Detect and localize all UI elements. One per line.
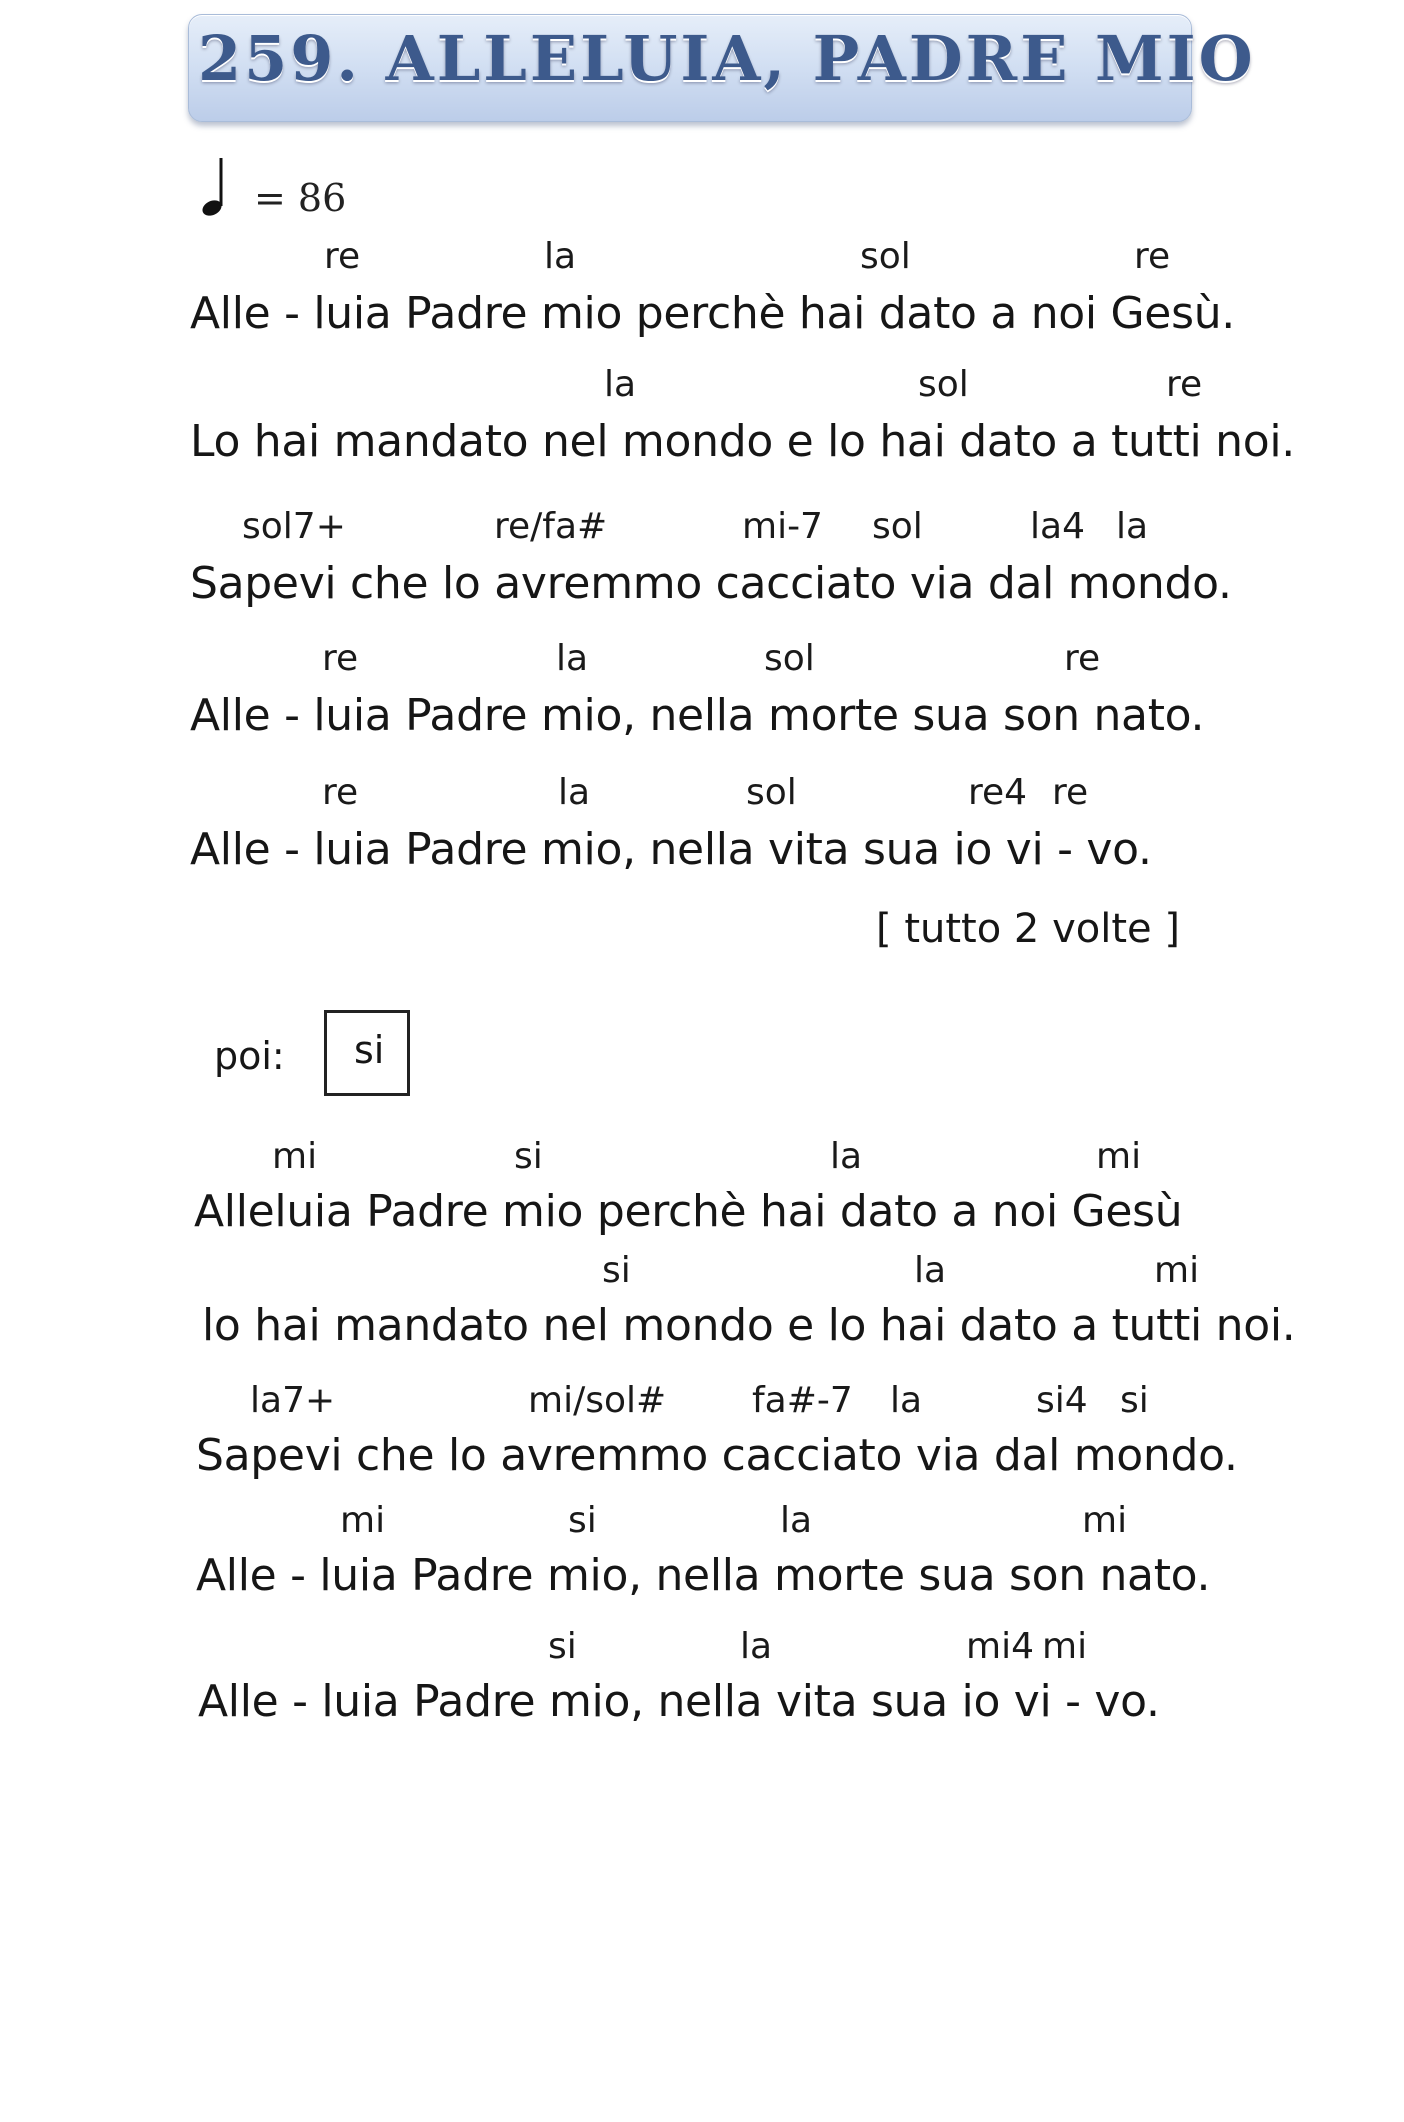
chord: re [1166, 364, 1203, 405]
lyric-line: Sapevi che lo avremmo cacciato via dal mondo. [190, 558, 1232, 609]
chord: sol [764, 638, 815, 679]
lyric-line: Alle - luia Padre mio, nella vita sua io vi - vo. [190, 824, 1152, 875]
chord: mi-7 [742, 506, 823, 547]
chord: re [1052, 772, 1089, 813]
chord: mi [1154, 1250, 1200, 1291]
chord: la [890, 1380, 923, 1421]
quarter-note-icon [196, 156, 236, 220]
chord: mi [1042, 1626, 1088, 1667]
key-label: si [354, 1028, 385, 1072]
chord: mi [340, 1500, 386, 1541]
chord: si [514, 1136, 543, 1177]
chord: la [830, 1136, 863, 1177]
chord: la [914, 1250, 947, 1291]
chord: re [1064, 638, 1101, 679]
chord: mi4 [966, 1626, 1034, 1667]
chord: re/fa# [494, 506, 608, 547]
chord: si [602, 1250, 631, 1291]
chord: re [1134, 236, 1171, 277]
chord: re [324, 236, 361, 277]
chord: re [322, 772, 359, 813]
poi-label: poi: [214, 1034, 285, 1078]
chord: la [604, 364, 637, 405]
chord: sol [872, 506, 923, 547]
chord: la [1116, 506, 1149, 547]
chord: re4 [968, 772, 1028, 813]
chord: si [548, 1626, 577, 1667]
chord: sol [918, 364, 969, 405]
lyric-line: Alle - luia Padre mio, nella morte sua son nato. [190, 690, 1205, 741]
lyric-line: Alle - luia Padre mio, nella vita sua io vi - vo. [198, 1676, 1160, 1727]
chord: fa#-7 [752, 1380, 853, 1421]
chord: mi [272, 1136, 318, 1177]
lyric-line: Lo hai mandato nel mondo e lo hai dato a tutti noi. [190, 416, 1295, 467]
chord: la4 [1030, 506, 1085, 547]
chord: sol7+ [242, 506, 346, 547]
tempo-marking [196, 156, 396, 220]
chord: la [780, 1500, 813, 1541]
chord: la7+ [250, 1380, 336, 1421]
chord: la [556, 638, 589, 679]
chord: si4 [1036, 1380, 1088, 1421]
lyric-line: lo hai mandato nel mondo e lo hai dato a tutti noi. [202, 1300, 1296, 1351]
chord: la [544, 236, 577, 277]
chord: mi/sol# [528, 1380, 667, 1421]
tempo-label: = 86 [254, 176, 347, 220]
chord: sol [746, 772, 797, 813]
lyric-line: Alle - luia Padre mio, nella morte sua son nato. [196, 1550, 1211, 1601]
song-title: 259. ALLELUIA, PADRE MIO [198, 22, 1256, 95]
chord: re [322, 638, 359, 679]
chord: si [1120, 1380, 1149, 1421]
lyric-line: Alleluia Padre mio perchè hai dato a noi Gesù [194, 1186, 1183, 1237]
chord: mi [1096, 1136, 1142, 1177]
lyric-line: Sapevi che lo avremmo cacciato via dal mondo. [196, 1430, 1238, 1481]
chord: la [740, 1626, 773, 1667]
lyric-line: Alle - luia Padre mio perchè hai dato a noi Gesù. [190, 288, 1235, 339]
chord: sol [860, 236, 911, 277]
chord: si [568, 1500, 597, 1541]
repeat-note: [ tutto 2 volte ] [876, 906, 1180, 952]
chord: la [558, 772, 591, 813]
chord: mi [1082, 1500, 1128, 1541]
